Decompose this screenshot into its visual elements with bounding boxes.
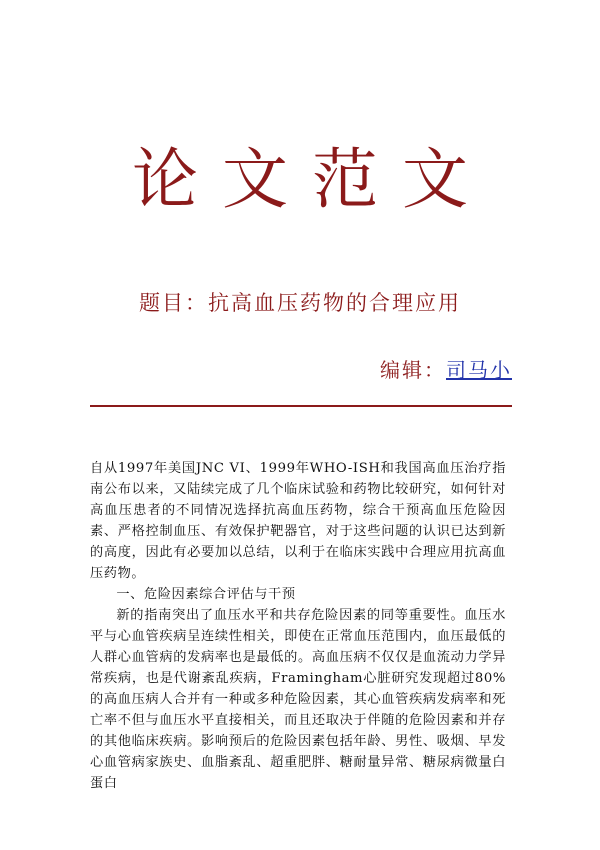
editor-name-link[interactable]: 司马小 [446, 358, 512, 382]
section-heading: 一、危险因素综合评估与干预 [116, 587, 296, 602]
title-divider [90, 405, 512, 407]
editor-line [380, 356, 512, 384]
intro-paragraph: 自从1997年美国JNC VI、1999年WHO-ISH和我国高血压治疗指南公布以来，又陆续完成了几个临床试验和药物比较研究，如何针对高血压患者的不同情况选择抗高血压药物，综合干预高血压危险因素、严格控制血压、有效保护靶器官，对于这些问题的认识已达到新的高度，因此有必要加以总结，以利于在临床实践中合理应用抗高血压药物。 [90, 461, 506, 581]
document-subtitle: 题目：抗高血压药物的合理应用 [139, 291, 461, 315]
document-body [90, 458, 506, 794]
body-paragraph: 新的指南突出了血压水平和共存危险因素的同等重要性。血压水平与心血管疾病呈连续性相关，即使在正常血压范围内，血压最低的人群心血管病的发病率也是最低的。高血压病不仅仅是血流动力学异常疾病，也是代谢紊乱疾病，Framingham心脏研究发现超过80%的高血压病人合并有一种或多种危险因素，其心血管疾病发病率和死亡率不但与血压水平直接相关，而且还取决于伴随的危险因素和并存的其他临床疾病。影响预后的危险因素包括年龄、男性、吸烟、早发心血管病家族史、血脂紊乱、超重肥胖、糖耐量异常、糖尿病微量白蛋白 [90, 608, 506, 791]
document-title: 论文范文 [132, 141, 492, 218]
editor-label: 编辑： [380, 358, 446, 382]
